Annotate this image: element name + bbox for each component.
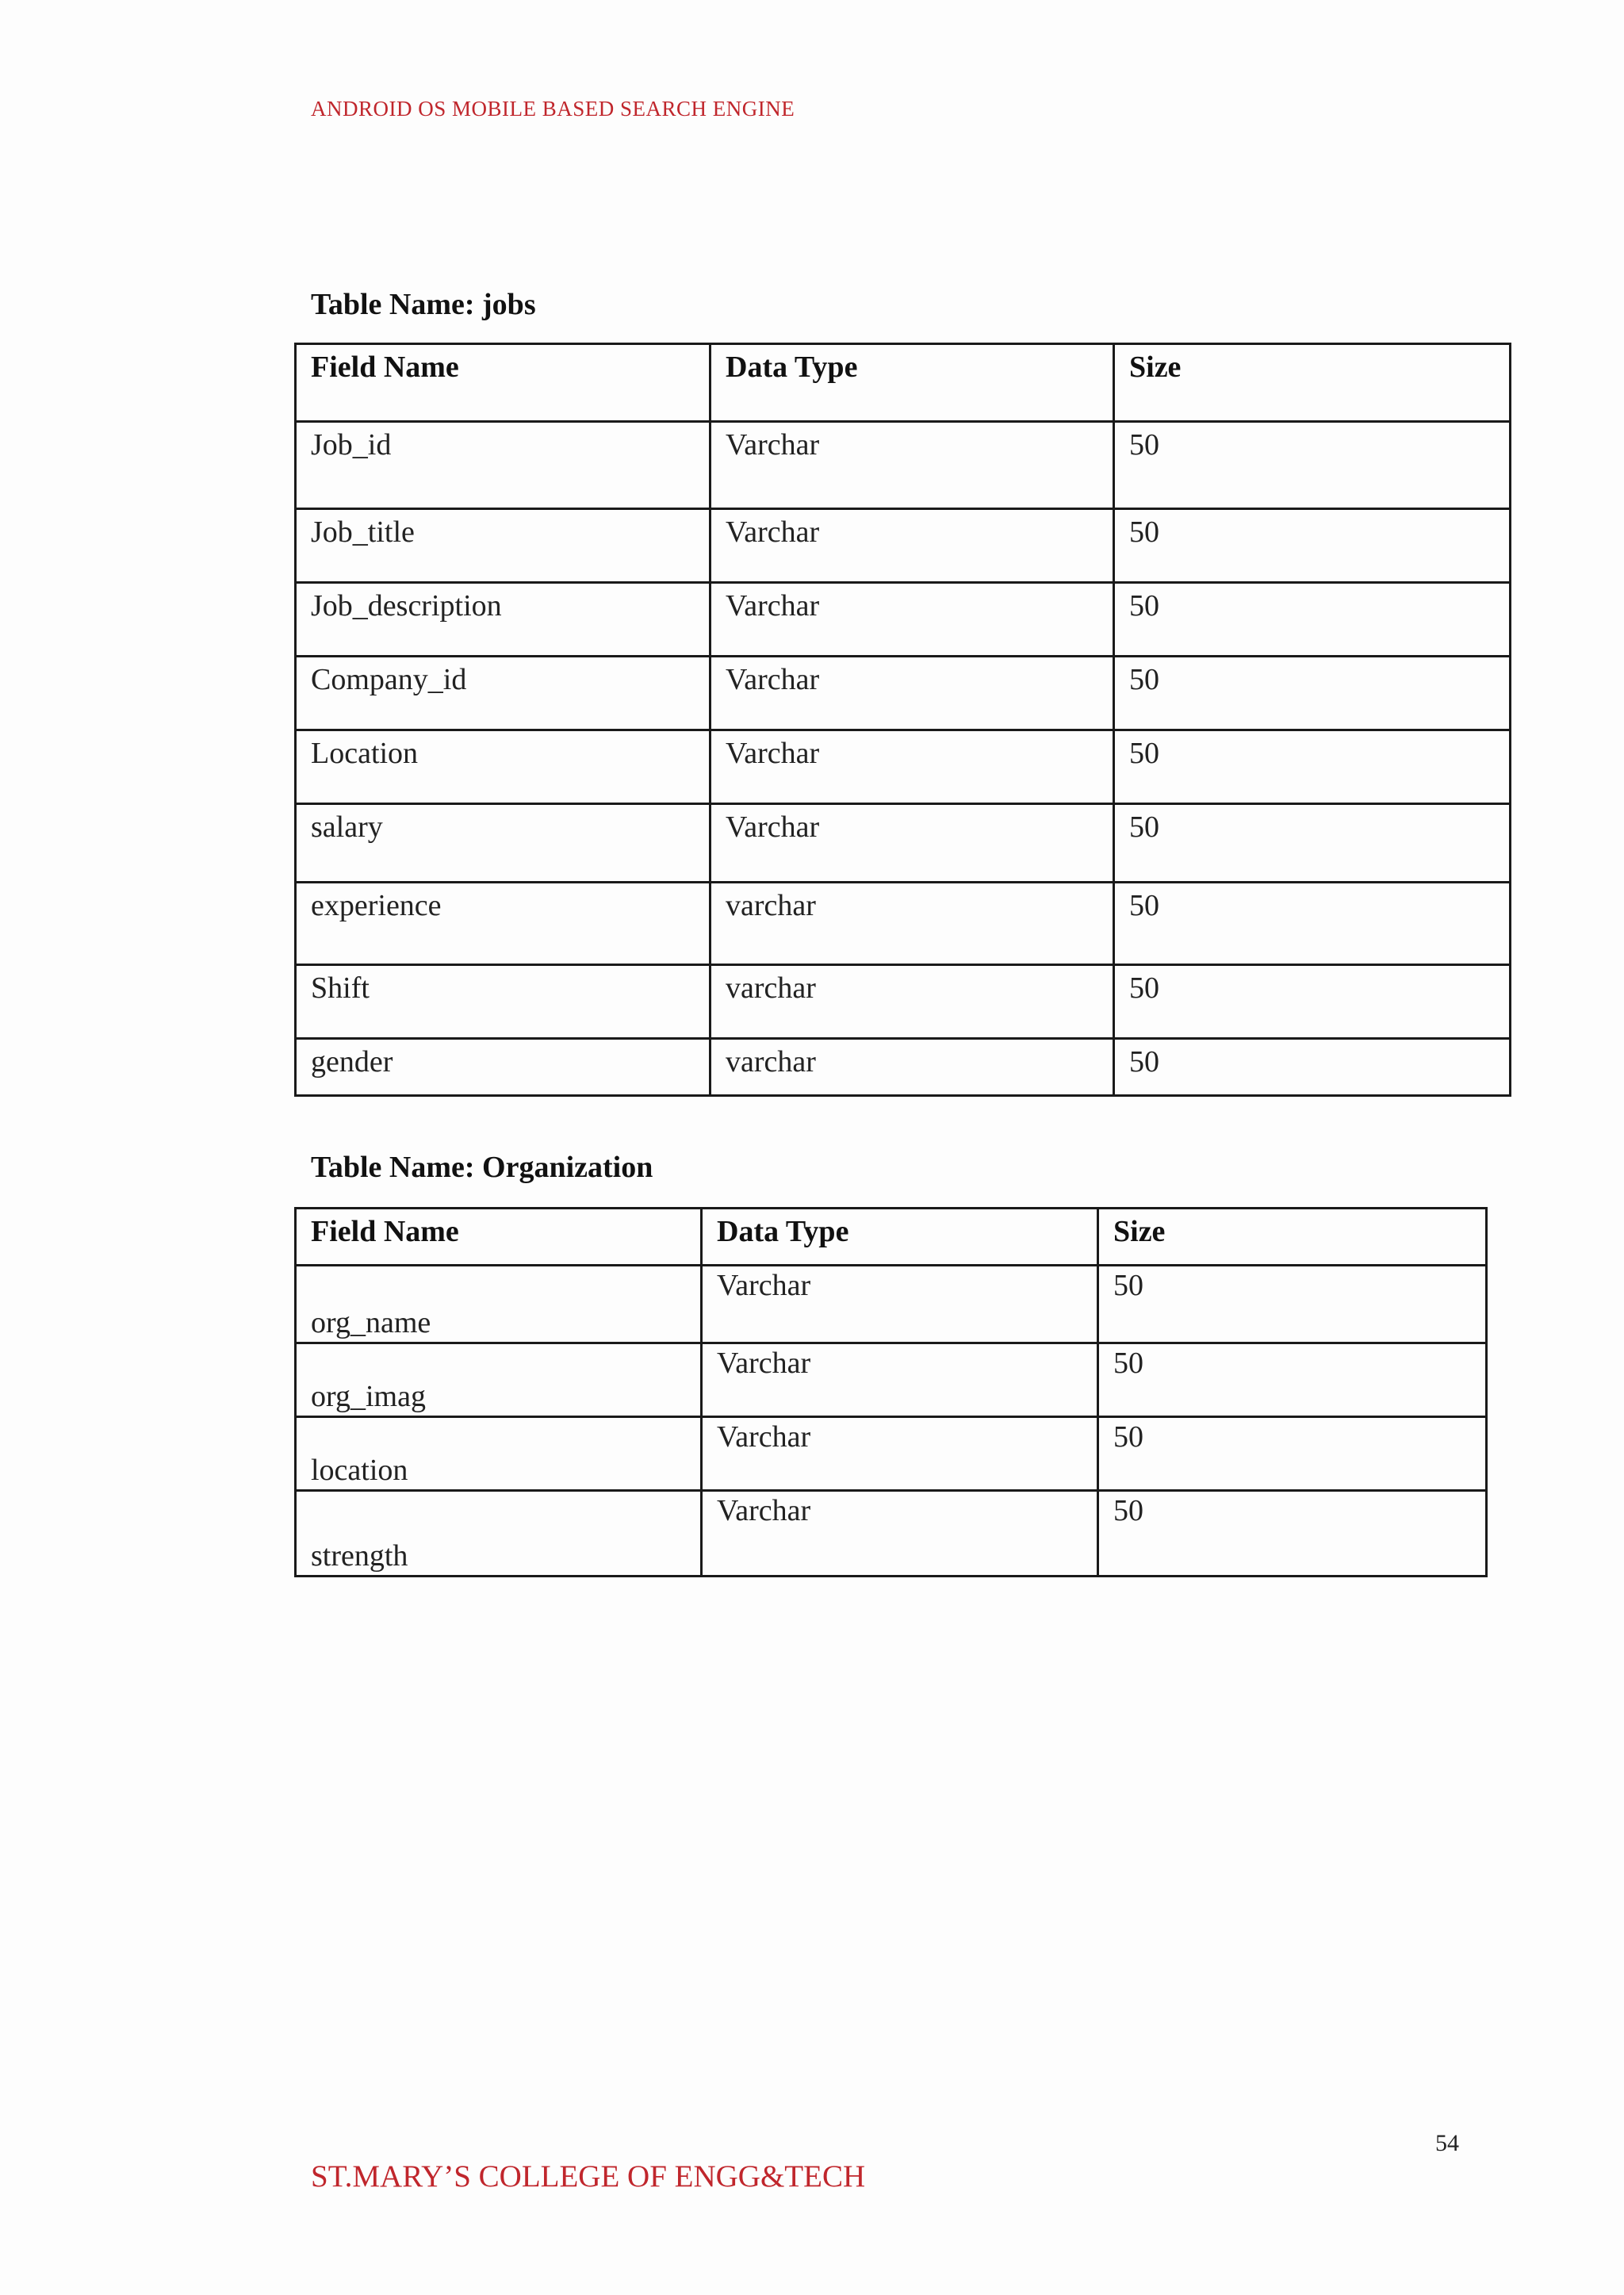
size-cell: 50 <box>1098 1491 1487 1577</box>
table-row <box>296 1417 1487 1491</box>
size-cell: 50 <box>1098 1417 1487 1491</box>
table-row <box>296 1343 1487 1417</box>
field-name-cell: gender <box>296 1039 710 1096</box>
size-cell: 50 <box>1114 583 1511 657</box>
document-footer: ST.MARY’S COLLEGE OF ENGG&TECH <box>311 2159 866 2193</box>
data-type-cell: Varchar <box>702 1266 1098 1343</box>
table-row <box>296 1266 1487 1343</box>
field-name-cell: org_imag <box>296 1343 702 1417</box>
field-name-cell: org_name <box>296 1266 702 1343</box>
size-cell: 50 <box>1114 1039 1511 1096</box>
table-row <box>296 583 1511 657</box>
data-type-cell: Varchar <box>710 730 1114 804</box>
table-row <box>296 730 1511 804</box>
table-header-row <box>296 344 1511 422</box>
field-name-cell: Job_id <box>296 422 710 509</box>
size-cell: 50 <box>1114 422 1511 509</box>
data-type-cell: Varchar <box>702 1343 1098 1417</box>
size-cell: 50 <box>1114 657 1511 730</box>
column-header-field-name: Field Name <box>296 1209 702 1266</box>
table-row <box>296 965 1511 1039</box>
field-name-cell: Location <box>296 730 710 804</box>
table-row <box>296 1491 1487 1577</box>
size-cell: 50 <box>1114 730 1511 804</box>
size-cell: 50 <box>1098 1343 1487 1417</box>
field-name-cell: salary <box>296 804 710 883</box>
data-type-cell: Varchar <box>710 422 1114 509</box>
data-type-cell: varchar <box>710 965 1114 1039</box>
data-type-cell: varchar <box>710 883 1114 965</box>
size-cell: 50 <box>1114 883 1511 965</box>
field-name-cell: Company_id <box>296 657 710 730</box>
data-type-cell: varchar <box>710 1039 1114 1096</box>
field-name-cell: strength <box>296 1491 702 1577</box>
organization-table-title: Table Name: Organization <box>311 1151 653 1184</box>
data-type-cell: Varchar <box>710 657 1114 730</box>
size-cell: 50 <box>1114 804 1511 883</box>
column-header-size: Size <box>1098 1209 1487 1266</box>
table-row <box>296 1039 1511 1096</box>
table-header-row <box>296 1209 1487 1266</box>
document-header: ANDROID OS MOBILE BASED SEARCH ENGINE <box>311 97 795 121</box>
data-type-cell: Varchar <box>702 1417 1098 1491</box>
jobs-table <box>294 343 1511 1097</box>
column-header-size: Size <box>1114 344 1511 422</box>
field-name-cell: Shift <box>296 965 710 1039</box>
table-row <box>296 883 1511 965</box>
table-row <box>296 657 1511 730</box>
field-name-cell: experience <box>296 883 710 965</box>
data-type-cell: Varchar <box>710 509 1114 583</box>
data-type-cell: Varchar <box>710 583 1114 657</box>
field-name-cell: location <box>296 1417 702 1491</box>
jobs-table-title: Table Name: jobs <box>311 288 536 321</box>
table-row <box>296 509 1511 583</box>
column-header-field-name: Field Name <box>296 344 710 422</box>
table-row <box>296 422 1511 509</box>
organization-table <box>294 1207 1488 1577</box>
size-cell: 50 <box>1098 1266 1487 1343</box>
field-name-cell: Job_title <box>296 509 710 583</box>
data-type-cell: Varchar <box>710 804 1114 883</box>
table-row <box>296 804 1511 883</box>
column-header-data-type: Data Type <box>710 344 1114 422</box>
size-cell: 50 <box>1114 965 1511 1039</box>
page-number: 54 <box>1435 2130 1459 2156</box>
data-type-cell: Varchar <box>702 1491 1098 1577</box>
field-name-cell: Job_description <box>296 583 710 657</box>
size-cell: 50 <box>1114 509 1511 583</box>
column-header-data-type: Data Type <box>702 1209 1098 1266</box>
